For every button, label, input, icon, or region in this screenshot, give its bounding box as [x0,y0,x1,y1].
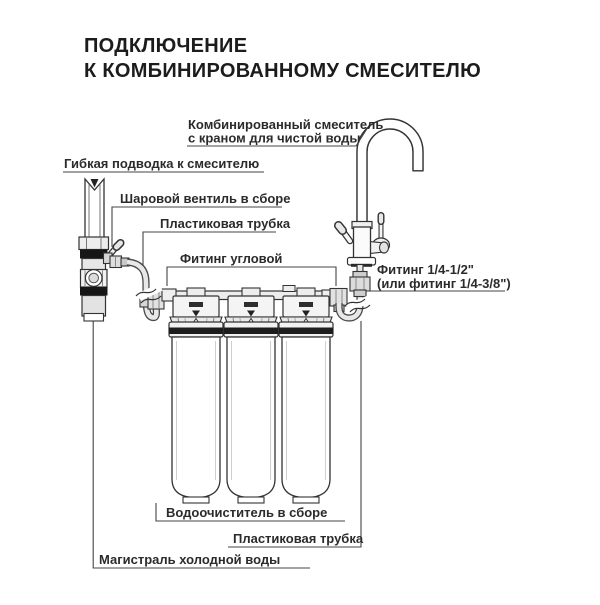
faucet-fitting [350,272,370,297]
leader-corner-fitting [167,267,336,286]
label-purifier: Водоочиститель в сборе [166,505,328,520]
label-plastic-tube-bottom: Пластиковая трубка [233,531,364,546]
label-mixer-line1: Комбинированный смеситель [188,117,384,132]
filter-unit-1 [169,288,223,503]
filter-assembly [169,288,333,503]
page-title-line1: ПОДКЛЮЧЕНИЕ [84,35,248,57]
label-plastic-tube-top: Пластиковая трубка [160,216,291,231]
label-corner-fitting: Фитинг угловой [180,251,283,266]
supply-pipe-assembly [79,179,109,321]
page-title-line2: К КОМБИНИРОВАННОМУ СМЕСИТЕЛЮ [84,60,481,82]
label-mixer-line2: с краном для чистой воды [188,130,361,146]
label-fitting-line1: Фитинг 1/4-1/2" [377,262,474,277]
label-cold-main: Магистраль холодной воды [99,552,281,567]
filter-unit-2 [224,288,278,503]
filter-unit-3 [279,288,333,503]
label-flex-hose: Гибкая подводка к смесителю [64,156,260,171]
label-ball-valve: Шаровой вентиль в сборе [120,191,291,206]
label-fitting-line2: (или фитинг 1/4-3/8") [377,276,511,291]
